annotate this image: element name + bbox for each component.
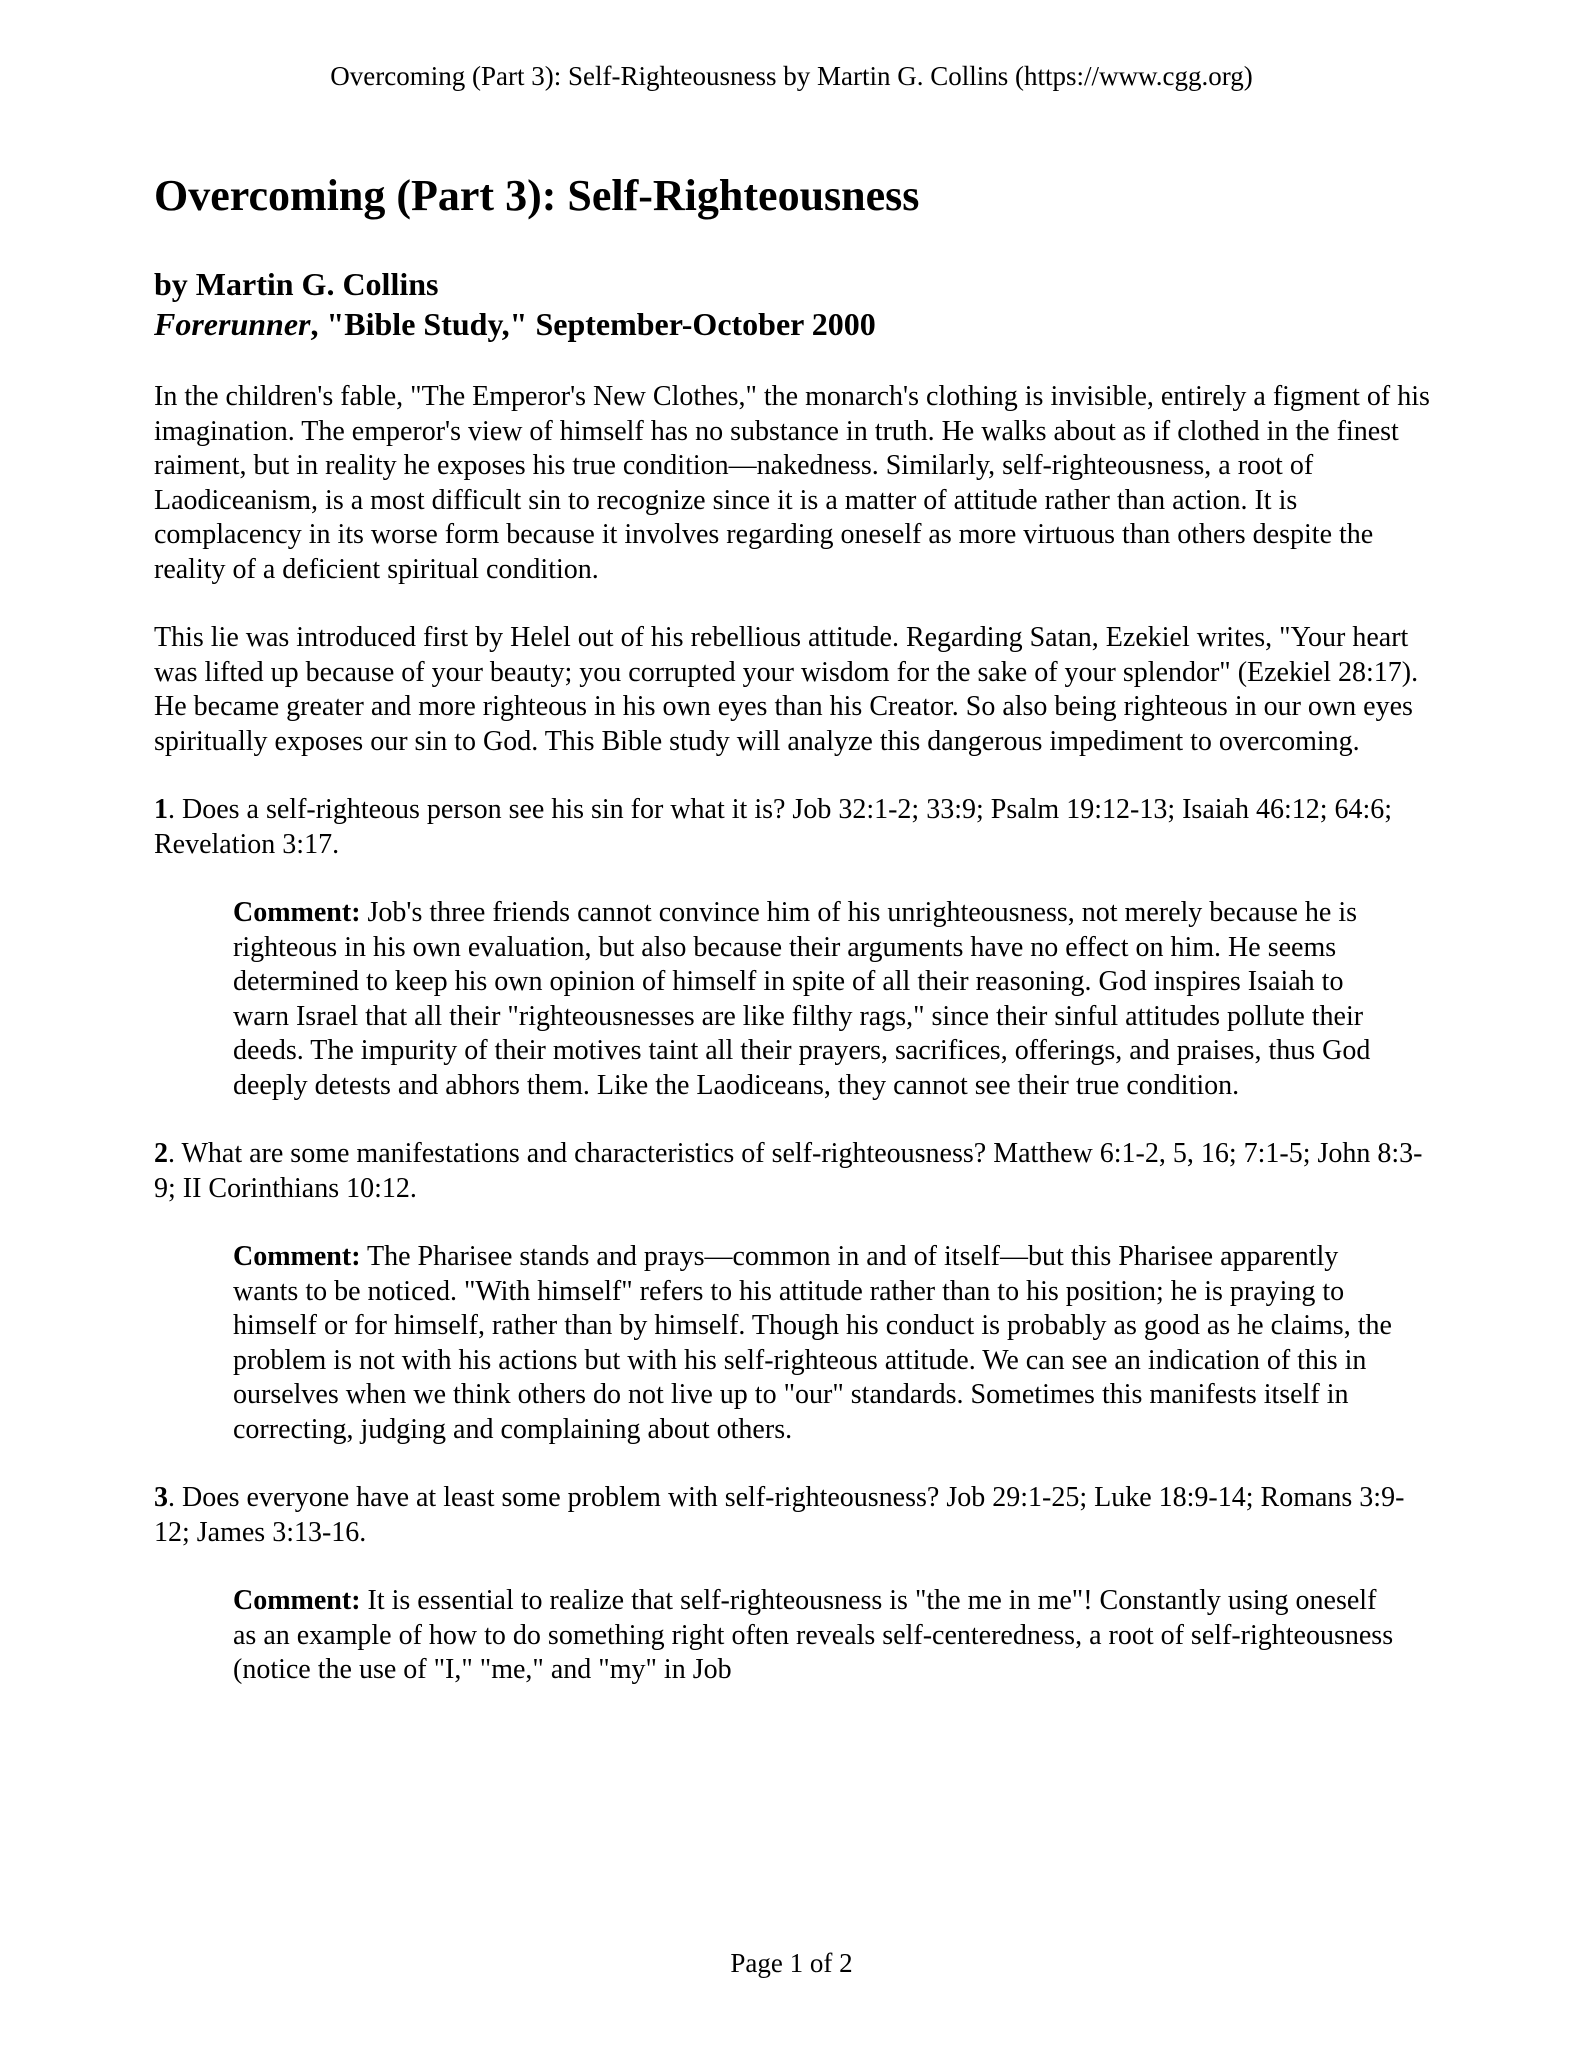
question-2 [154,1137,1434,1206]
question-text: . What are some manifestations and characteristics of self-righteousness? Matthew 6:1-2, 5, 16; 7:1-5; John 8:3-9; II Corinthians 10:12. [154,1138,1423,1204]
running-header: Overcoming (Part 3): Self-Righteousness by Martin G. Collins (https://www.cgg.org) [330,61,1253,91]
question-text: . Does everyone have at least some problem with self-righteousness? Job 29:1-25; Luke 18:9-14; Romans 3:9-12; James 3:13-16. [154,1482,1405,1548]
source-line [154,304,1434,344]
publication-name: Forerunner [154,306,311,342]
comment-text: Job's three friends cannot convince him of his unrighteousness, not merely because he is righteous in his own evaluation, but also because their arguments have no effect on him. He seems determined to keep his own opinion of himself in spite of all their reasoning. God inspires Isaiah to warn Israel that all their "righteousnesses are like filthy rags," since their sinful attitudes pollute their deeds. The impurity of their motives taint all their prayers, sacrifices, offerings, and praises, thus God deeply detests and abhors them. Like the Laodiceans, they cannot see their true condition. [233,897,1371,1101]
article-title: Overcoming (Part 3): Self-Righteousness [154,171,920,220]
question-3 [154,1481,1434,1550]
intro-paragraph: In the children's fable, "The Emperor's New Clothes," the monarch's clothing is invisible, entirely a figment of his imagination. The emperor's view of himself has no substance in truth. He walks about as if clothed in the finest raiment, but in reality he exposes his true condition—nakedness. Similarly, self-righteousness, a root of Laodiceanism, is a most difficult sin to recognize since it is a matter of attitude rather than action. It is complacency in its worse form because it involves regarding oneself as more virtuous than others despite the reality of a deficient spiritual condition. [154,381,1430,585]
comment-3 [233,1584,1403,1688]
page-number: Page 1 of 2 [730,1948,853,1978]
comment-1 [233,896,1403,1103]
question-text: . Does a self-righteous person see his sin for what it is? Job 32:1-2; 33:9; Psalm 19:12-13; Isaiah 46:12; 64:6; Revelation 3:17. [154,794,1393,860]
source-detail: , "Bible Study," September-October 2000 [310,306,876,342]
comment-2 [233,1240,1403,1447]
question-1 [154,793,1434,862]
question-number: 1 [154,794,168,825]
comment-text: The Pharisee stands and prays—common in and of itself—but this Pharisee apparently wants to be noticed. "With himself" refers to his attitude rather than to his position; he is praying to himself or for himself, rather than by himself. Though his conduct is probably as good as he claims, the problem is not with his actions but with his self-righteous attitude. We can see an indication of this in ourselves when we think others do not live up to "our" standards. Sometimes this manifests itself in correcting, judging and complaining about others. [233,1241,1392,1445]
comment-label: Comment: [233,897,361,928]
comment-text: It is essential to realize that self-righteousness is "the me in me"! Constantly using oneself as an example of how to do something right often reveals self-centeredness, a root of self-righteousness (notice the use of "I," "me," and "my" in Job [233,1585,1394,1685]
comment-label: Comment: [233,1241,361,1272]
article [154,170,1434,1688]
author-line: by Martin G. Collins [154,266,439,302]
byline [154,264,1434,344]
intro-paragraph: This lie was introduced first by Helel out of his rebellious attitude. Regarding Satan, Ezekiel writes, "Your heart was lifted up because of your beauty; you corrupted your wisdom for the sake of your splendor" (Ezekiel 28:17). He became greater and more righteous in his own eyes than his Creator. So also being righteous in our own eyes spiritually exposes our sin to God. This Bible study will analyze this dangerous impediment to overcoming. [154,622,1419,757]
comment-label: Comment: [233,1585,361,1616]
question-number: 2 [154,1138,168,1169]
question-number: 3 [154,1482,168,1513]
